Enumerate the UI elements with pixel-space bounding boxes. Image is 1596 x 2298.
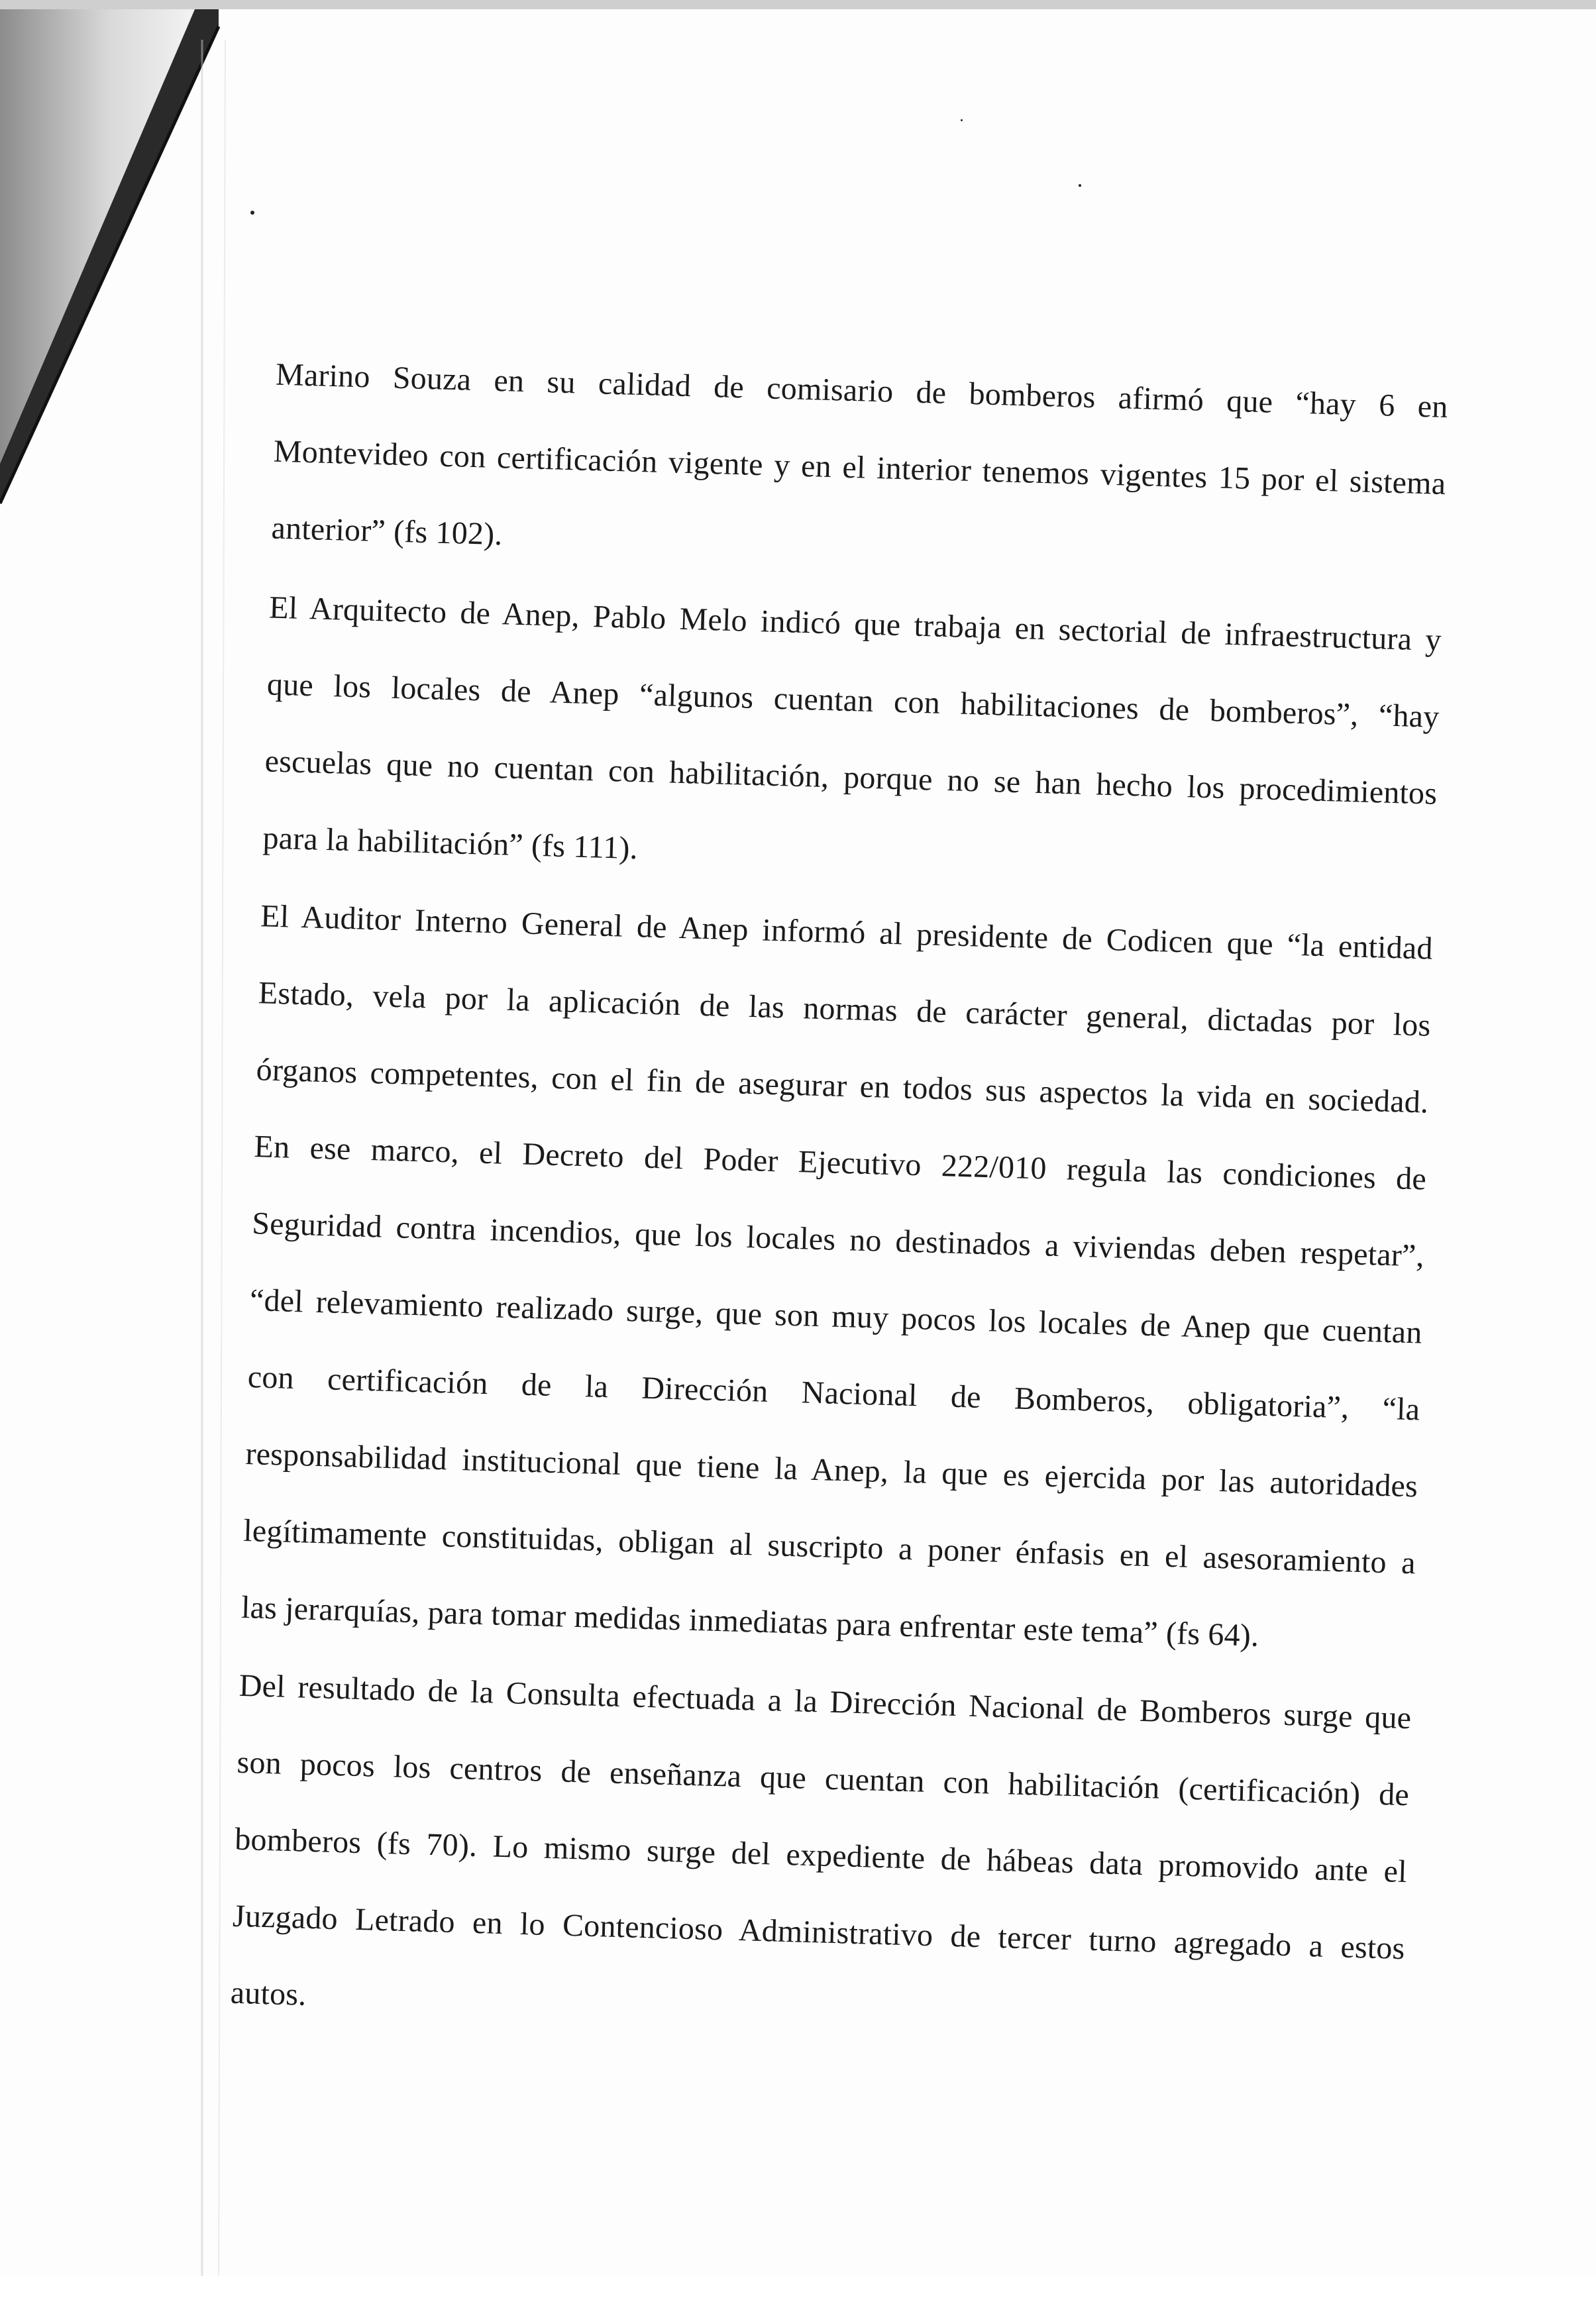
text-line: “del relevamiento realizado surge, que son muy pocos los locales de Anep que cuentan xyxy=(249,1282,1423,1351)
text-line: órganos competentes, con el fin de asegurar en todos sus aspectos la vida en sociedad. xyxy=(256,1052,1429,1120)
text-line: legítimamente constituidas, obligan al suscripto a poner énfasis en el asesoramiento a xyxy=(242,1512,1416,1581)
text-line: con certificación de la Dirección Nacional de Bomberos, obligatoria”, “la xyxy=(247,1359,1420,1428)
text-line: escuelas que no cuentan con habilitación, porque no se han hecho los procedimientos xyxy=(264,743,1438,811)
text-line: El Arquitecto de Anep, Pablo Melo indicó que trabaja en sectorial de infraestructura y xyxy=(268,590,1442,658)
text-line: En ese marco, el Decreto del Poder Ejecutivo 222/010 regula las condiciones de xyxy=(253,1129,1427,1197)
text-line: Montevideo con certificación vigente y en el interior tenemos vigentes 15 por el sistema xyxy=(273,433,1446,501)
text-line: Marino Souza en su calidad de comisario de bomberos afirmó que “hay 6 en xyxy=(275,356,1449,425)
text-line: responsabilidad institucional que tiene la Anep, la que es ejercida por las autoridades xyxy=(244,1436,1418,1504)
text-line: para la habilitación” (fs 111). xyxy=(262,820,639,866)
text-line: El Auditor Interno General de Anep informó al presidente de Codicen que “la entidad xyxy=(260,898,1434,966)
text-line: son pocos los centros de enseñanza que cuentan con habilitación (certificación) de xyxy=(236,1744,1410,1813)
text-line: anterior” (fs 102). xyxy=(270,510,504,552)
text-line: Del resultado de la Consulta efectuada a la Dirección Nacional de Bomberos surge que xyxy=(239,1667,1412,1736)
text-line: Seguridad contra incendios, que los locales no destinados a viviendas deben respetar”, xyxy=(251,1206,1425,1274)
text-line: Estado, vela por la aplicación de las normas de carácter general, dictadas por los xyxy=(258,975,1432,1043)
text-line: que los locales de Anep “algunos cuentan con habilitaciones de bomberos”, “hay xyxy=(266,666,1440,735)
text-line: las jerarquías, para tomar medidas inmediatas para enfrentar este tema” (fs 64). xyxy=(240,1589,1259,1653)
text-line: autos. xyxy=(230,1975,307,2012)
text-line: bomberos (fs 70). Lo mismo surge del expediente de hábeas data promovido ante el xyxy=(234,1821,1408,1890)
text-line: Juzgado Letrado en lo Contencioso Administrativo de tercer turno agregado a estos xyxy=(232,1898,1406,1967)
